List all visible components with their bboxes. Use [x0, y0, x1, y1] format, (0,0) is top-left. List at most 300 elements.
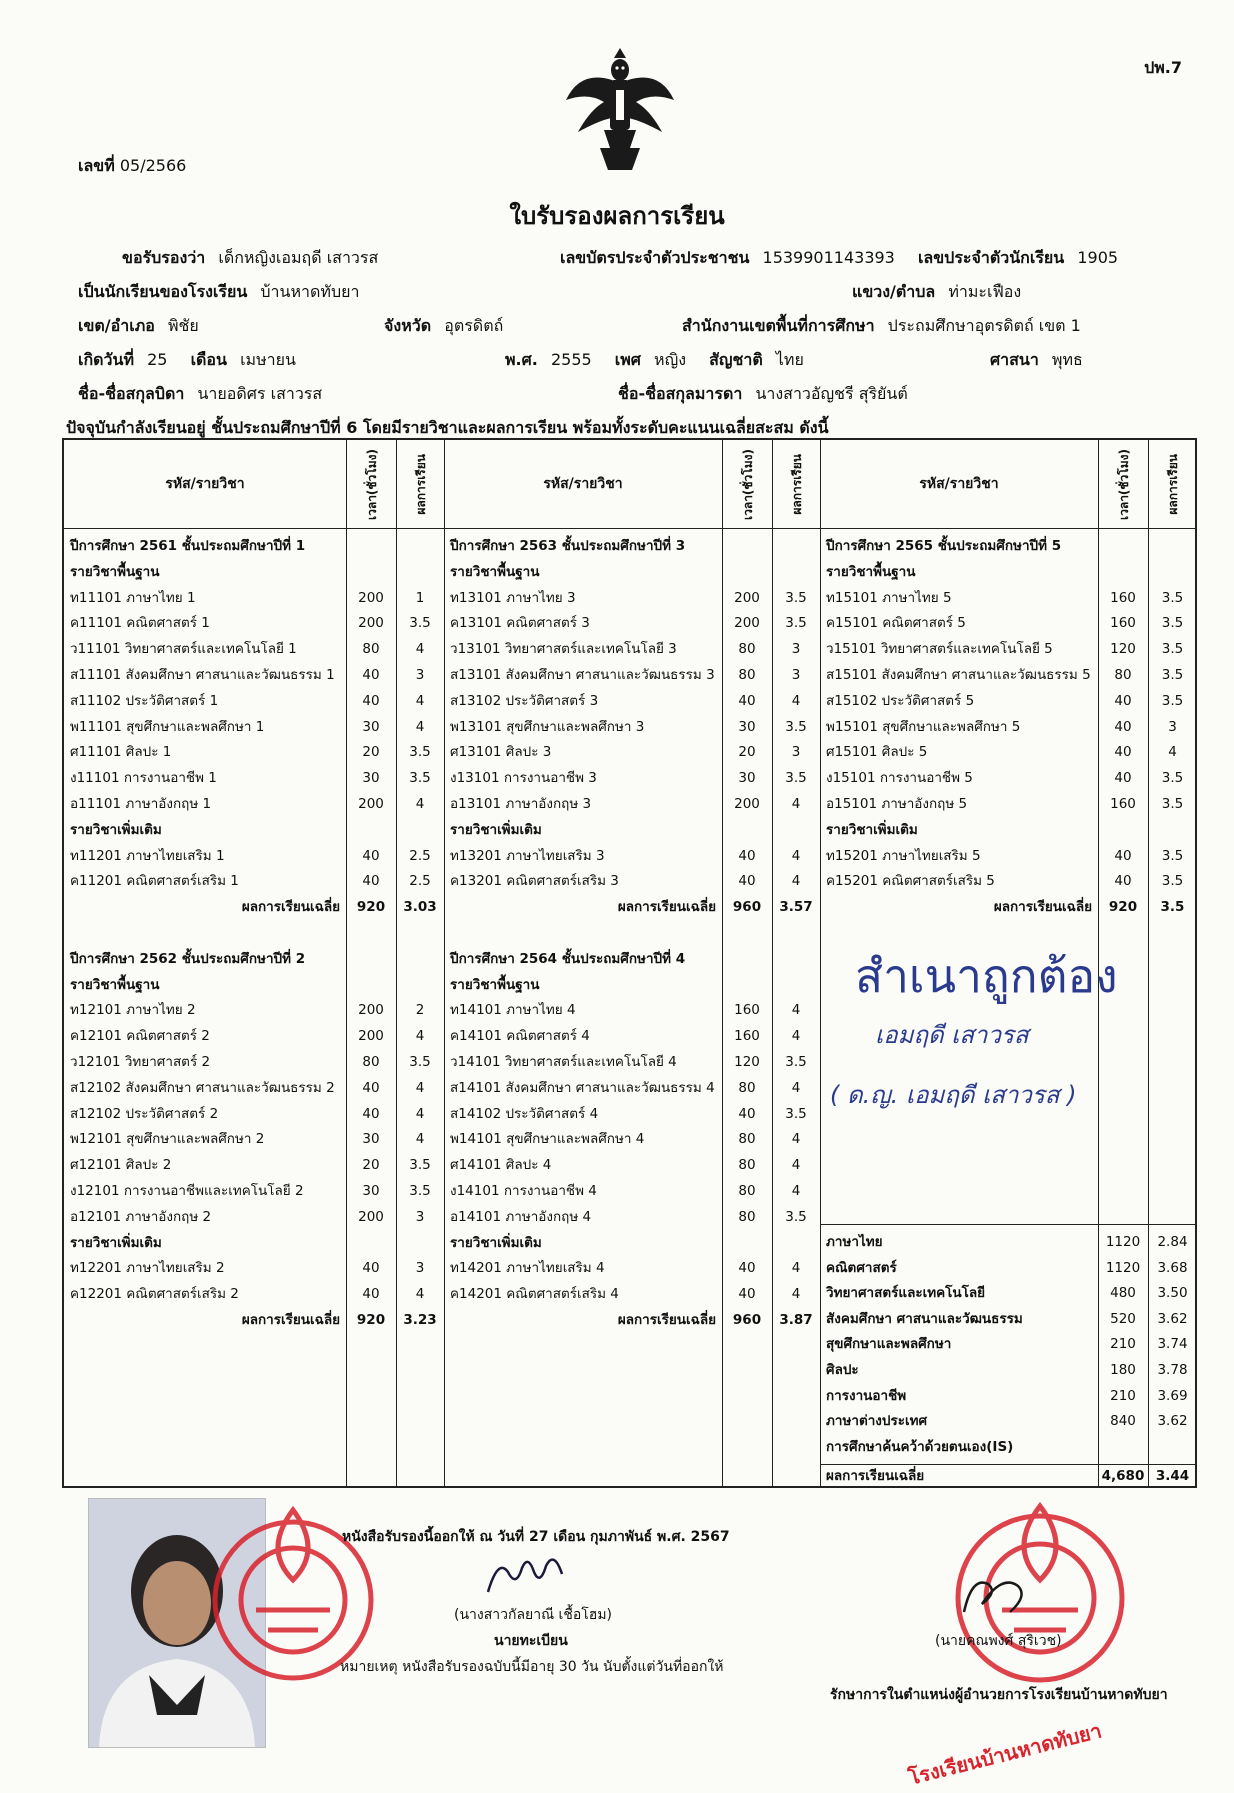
nationality-label: สัญชาติ: [709, 350, 763, 369]
subject-hours: 200: [358, 1028, 384, 1045]
subject-grade: [772, 560, 820, 585]
subject-grade: 3.5: [1161, 770, 1184, 787]
subject-name: ศ15101 ศิลปะ 5: [826, 744, 928, 761]
info-row-5: [78, 382, 322, 407]
subject-grade: 4: [791, 796, 801, 812]
subject-hours: 200: [358, 615, 384, 632]
subject-hours: 40: [1114, 770, 1132, 787]
student-name: เด็กหญิงเอมฤดี เสาวรส: [218, 248, 379, 267]
subject-grade: 3.5: [1161, 847, 1184, 864]
header-hours-2: [722, 440, 772, 528]
info-row-1: [122, 246, 396, 271]
subject-name: อ13101 ภาษาอังกฤษ 3: [450, 796, 592, 812]
religion-label: ศาสนา: [990, 350, 1039, 369]
subject-group-hours: 1120: [1105, 1259, 1141, 1276]
subject-name: ท11201 ภาษาไทยเสริม 1: [70, 847, 225, 864]
info-row-5b: [618, 382, 908, 407]
subject-name: ว13101 วิทยาศาสตร์และเทคโนโลยี 3: [450, 641, 677, 658]
subject-hours: 80: [738, 1208, 756, 1225]
subject-grade: 4: [415, 1028, 425, 1045]
grand-average-label: ผลการเรียนเฉลี่ย: [826, 1468, 925, 1484]
header-grade-1-text: ผลการเรียน: [413, 453, 428, 515]
average-grade: 3.87: [779, 1312, 813, 1328]
subject-name: อ11101 ภาษาอังกฤษ 1: [70, 796, 212, 812]
subject-name: ศ11101 ศิลปะ 1: [70, 744, 172, 761]
subject-grade: 2: [415, 1002, 425, 1019]
subject-hours: 20: [362, 744, 380, 761]
subject-grade: 3: [1168, 718, 1177, 735]
subject-hours: 40: [362, 667, 380, 683]
id-label: เลขบัตรประจำตัวประชาชน: [560, 248, 750, 267]
section-heading: รายวิชาเพิ่มเติม: [826, 821, 918, 838]
subject-hours: 30: [738, 718, 756, 735]
info-row-3: [78, 314, 199, 339]
subject-name: ง11101 การงานอาชีพ 1: [70, 770, 217, 787]
subject-hours: 40: [1114, 873, 1132, 890]
header-hours-1-text: เวลา(ชั่วโมง): [364, 448, 379, 520]
subject-grade: 4: [791, 847, 801, 864]
subject-hours: [722, 973, 772, 998]
province-value: อุตรดิตถ์: [444, 316, 504, 335]
subject-hours: 40: [1114, 847, 1132, 864]
header-grade-2-text: ผลการเรียน: [789, 453, 804, 515]
section-heading: ปีการศึกษา 2563 ชั้นประถมศึกษาปีที่ 3: [450, 538, 686, 554]
subject-name: ค11101 คณิตศาสตร์ 1: [70, 615, 210, 632]
subject-group-hours: 180: [1110, 1362, 1136, 1378]
subject-name: ส14102 ประวัติศาสตร์ 4: [450, 1105, 599, 1122]
subject-grade: [396, 534, 444, 559]
enrollment-summary: ปัจจุบันกำลังเรียนอยู่ ชั้นประถมศึกษาปีที่ 6 โดยมีรายวิชาและผลการเรียน พร้อมทั้งระดับคะแนนเฉลี่ยสะสม ดังนี้: [66, 418, 829, 437]
subject-grade: [396, 947, 444, 972]
subject-group-grade: 3.74: [1157, 1336, 1188, 1353]
subject-grade: 3.5: [785, 718, 807, 735]
subject-grade: 4: [791, 1131, 801, 1148]
section-heading: รายวิชาพื้นฐาน: [450, 563, 540, 580]
month-label: เดือน: [190, 350, 227, 369]
subject-grade: 3.5: [785, 1054, 807, 1070]
subject-name: ท14201 ภาษาไทยเสริม 4: [450, 1260, 605, 1277]
subject-hours: 200: [358, 1002, 384, 1019]
subject-name: ว12101 วิทยาศาสตร์ 2: [70, 1054, 211, 1070]
subject-hours: 30: [362, 718, 380, 735]
subject-hours: 20: [362, 1157, 380, 1174]
subject-hours: 200: [358, 1208, 384, 1225]
section-heading: รายวิชาพื้นฐาน: [70, 976, 160, 993]
header-subject-1: รหัส/รายวิชา: [165, 476, 245, 492]
header-grade-3: [1148, 440, 1197, 528]
subdistrict-value: ท่ามะเฟือง: [948, 282, 1022, 301]
subject-grade: 4: [415, 796, 425, 812]
subject-grade: 3.5: [409, 744, 431, 761]
subject-grade: [1148, 560, 1197, 585]
subject-grade: 3.5: [1161, 692, 1184, 709]
subject-name: ท15101 ภาษาไทย 5: [826, 589, 952, 606]
school-seal-left-icon: [198, 1490, 388, 1720]
subject-hours: 40: [362, 1105, 380, 1122]
id-value: 1539901143393: [762, 248, 895, 267]
school-label: เป็นนักเรียนของโรงเรียน: [78, 282, 248, 301]
mother-value: นางสาวอัญชรี สุริยันต์: [755, 384, 908, 403]
mother-label: ชื่อ-ชื่อสกุลมารดา: [618, 384, 743, 403]
average-label: ผลการเรียนเฉลี่ย: [241, 899, 340, 916]
header-hours-3-text: เวลา(ชั่วโมง): [1116, 448, 1131, 520]
subject-hours: 200: [734, 615, 760, 632]
subject-name: ท13201 ภาษาไทยเสริม 3: [450, 847, 605, 864]
subject-grade: 4: [791, 1183, 801, 1199]
subject-name: ค12201 คณิตศาสตร์เสริม 2: [70, 1286, 239, 1303]
subject-group-name: คณิตศาสตร์: [826, 1259, 897, 1276]
subject-name: ศ14101 ศิลปะ 4: [450, 1157, 552, 1174]
document-title: ใบรับรองผลการเรียน: [509, 202, 725, 230]
subject-grade: 4: [791, 1028, 801, 1045]
subject-hours: 40: [738, 1260, 756, 1277]
total-hours: 920: [1108, 899, 1138, 916]
subject-group-grade: 3.68: [1157, 1259, 1188, 1276]
subject-grade: 3: [791, 744, 801, 761]
subject-name: ว14101 วิทยาศาสตร์และเทคโนโลยี 4: [450, 1054, 677, 1070]
subject-grade: 4: [415, 1286, 425, 1303]
student-no-label: เลขประจำตัวนักเรียน: [917, 248, 1065, 267]
subject-grade: 4: [791, 1079, 801, 1096]
subject-name: พ14101 สุขศึกษาและพลศึกษา 4: [450, 1131, 645, 1148]
average-grade: 3.5: [1160, 899, 1185, 916]
document-number-label: เลขที่: [78, 156, 115, 175]
subject-group-name: วิทยาศาสตร์และเทคโนโลยี: [826, 1285, 986, 1302]
subject-grade: [396, 921, 444, 946]
subject-group-grade: 3.62: [1157, 1413, 1188, 1430]
born-day: 25: [147, 350, 168, 369]
subject-group-name: การงานอาชีพ: [826, 1387, 907, 1404]
subject-name: [450, 921, 716, 946]
subject-name: ศ13101 ศิลปะ 3: [450, 744, 552, 761]
total-hours: 920: [356, 899, 386, 916]
subject-name: ง12101 การงานอาชีพและเทคโนโลยี 2: [70, 1183, 304, 1199]
sex-value: หญิง: [654, 350, 687, 369]
section-heading: รายวิชาเพิ่มเติม: [70, 1234, 162, 1251]
subject-grade: 4: [415, 1131, 425, 1148]
father-label: ชื่อ-ชื่อสกุลบิดา: [78, 384, 185, 403]
subject-grade: [772, 921, 820, 946]
grand-total-hours: 4,680: [1101, 1468, 1145, 1484]
director-signature-icon: [950, 1568, 1050, 1628]
subject-name: ค13101 คณิตศาสตร์ 3: [450, 615, 590, 632]
subject-hours: [346, 973, 396, 998]
subject-grade: 4: [791, 1002, 801, 1019]
subject-name: พ11101 สุขศึกษาและพลศึกษา 1: [70, 718, 265, 735]
subject-grade: 4: [791, 692, 801, 709]
subject-name: ท14101 ภาษาไทย 4: [450, 1002, 576, 1019]
section-heading: รายวิชาเพิ่มเติม: [450, 1234, 542, 1251]
registrar-name: (นางสาวกัลยาณี เชื้อโฮม): [454, 1607, 613, 1623]
subject-hours: [722, 947, 772, 972]
office-value: ประถมศึกษาอุตรดิตถ์ เขต 1: [887, 316, 1081, 335]
subject-hours: [722, 921, 772, 946]
subject-name: [70, 921, 340, 946]
subject-group-hours: 480: [1110, 1285, 1136, 1302]
subject-group-grade: 2.84: [1157, 1234, 1188, 1250]
registrar-title: นายทะเบียน: [494, 1633, 568, 1649]
subject-name: ว15101 วิทยาศาสตร์และเทคโนโลยี 5: [826, 641, 1053, 658]
subject-name: ค14201 คณิตศาสตร์เสริม 4: [450, 1286, 619, 1303]
handwritten-signature-name: เอมฤดี เสาวรส: [875, 1021, 1029, 1049]
subject-hours: [346, 560, 396, 585]
subject-name: ท11101 ภาษาไทย 1: [70, 589, 196, 606]
subject-hours: 80: [738, 1183, 756, 1199]
subject-hours: 160: [1110, 796, 1136, 812]
subject-group-hours: 210: [1110, 1387, 1136, 1404]
info-row-1b: [560, 246, 1118, 271]
header-grade-1: [396, 440, 444, 528]
subject-hours: 160: [1110, 589, 1136, 606]
subject-grade: 4: [415, 1105, 425, 1122]
province-label: จังหวัด: [384, 316, 432, 335]
subject-name: ส14101 สังคมศึกษา ศาสนาและวัฒนธรรม 4: [450, 1079, 715, 1096]
subject-name: พ12101 สุขศึกษาและพลศึกษา 2: [70, 1131, 265, 1148]
document-number: [78, 154, 186, 179]
subject-hours: [1098, 560, 1148, 585]
subject-grade: 4: [791, 1157, 801, 1174]
month-value: เมษายน: [240, 350, 296, 369]
subject-grade: 3.5: [785, 1105, 807, 1122]
subject-group-name: สุขศึกษาและพลศึกษา: [826, 1336, 952, 1353]
subject-name: ค14101 คณิตศาสตร์ 4: [450, 1028, 590, 1045]
subject-hours: 200: [358, 796, 384, 812]
subject-hours: 30: [362, 1131, 380, 1148]
subject-grade: 4: [415, 692, 425, 709]
average-grade: 3.57: [779, 899, 813, 916]
year-label: พ.ศ.: [505, 350, 538, 369]
subject-hours: 30: [362, 770, 380, 787]
subject-grade: 4: [1168, 744, 1177, 761]
total-hours: 960: [732, 899, 762, 916]
subject-grade: 1: [415, 589, 425, 606]
subject-hours: 40: [362, 873, 380, 890]
subject-hours: [722, 560, 772, 585]
certified-copy-stamp: สำเนาถูกต้อง: [855, 949, 1118, 1003]
header-subject-3: รหัส/รายวิชา: [919, 476, 999, 492]
subject-grade: 3.5: [409, 615, 431, 632]
info-row-2b: [852, 280, 1021, 305]
subject-name: อ12101 ภาษาอังกฤษ 2: [70, 1208, 212, 1225]
average-label: ผลการเรียนเฉลี่ย: [241, 1312, 340, 1328]
subject-grade: 3.5: [409, 1054, 431, 1070]
subject-grade: 3.5: [409, 1183, 431, 1199]
certify-label: ขอรับรองว่า: [122, 248, 206, 267]
subject-grade: 4: [791, 1286, 801, 1303]
subject-group-name: ภาษาต่างประเทศ: [826, 1413, 928, 1430]
subject-name: พ13101 สุขศึกษาและพลศึกษา 3: [450, 718, 645, 735]
average-grade: 3.03: [403, 899, 437, 916]
subject-name: ท12201 ภาษาไทยเสริม 2: [70, 1260, 225, 1277]
subject-hours: 200: [734, 589, 760, 606]
office-label: สำนักงานเขตพื้นที่การศึกษา: [682, 316, 875, 335]
section-heading: รายวิชาพื้นฐาน: [450, 976, 540, 993]
average-label: ผลการเรียนเฉลี่ย: [617, 899, 716, 916]
subject-name: ส15101 สังคมศึกษา ศาสนาและวัฒนธรรม 5: [826, 667, 1091, 683]
subject-hours: 40: [738, 1286, 756, 1303]
director-name: (นายคณพงศ์ สุริเวช): [935, 1633, 1062, 1649]
subject-name: ค13201 คณิตศาสตร์เสริม 3: [450, 873, 619, 890]
info-row-2: [78, 280, 377, 305]
subject-hours: 20: [738, 744, 756, 761]
subject-name: ท15201 ภาษาไทยเสริม 5: [826, 847, 981, 864]
subject-group-grade: [1148, 1435, 1197, 1460]
subject-hours: 40: [738, 1105, 756, 1122]
subject-grade: 3.5: [409, 770, 431, 787]
subject-grade: 2.5: [409, 873, 431, 890]
subject-hours: 40: [362, 1286, 380, 1303]
table-divider: [444, 440, 445, 1486]
subject-hours: [346, 818, 396, 843]
subject-grade: [772, 973, 820, 998]
subject-group-name: สังคมศึกษา ศาสนาและวัฒนธรรม: [826, 1310, 1023, 1327]
section-heading: ปีการศึกษา 2562 ชั้นประถมศึกษาปีที่ 2: [70, 950, 306, 967]
subject-name: ค15201 คณิตศาสตร์เสริม 5: [826, 873, 995, 890]
subject-group-grade: 3.69: [1157, 1387, 1188, 1404]
total-hours: 920: [356, 1312, 386, 1328]
subject-grade: [772, 534, 820, 559]
district-label: เขต/อำเภอ: [78, 316, 155, 335]
subject-hours: [346, 921, 396, 946]
subject-grade: [772, 1231, 820, 1256]
registrar-signature-icon: [480, 1552, 580, 1602]
subject-grade: [772, 818, 820, 843]
info-row-3c: [682, 314, 1081, 339]
subject-hours: 160: [1110, 615, 1136, 632]
subject-hours: 160: [734, 1002, 760, 1019]
average-label: ผลการเรียนเฉลี่ย: [993, 899, 1092, 916]
born-label: เกิดวันที่: [78, 350, 135, 369]
subject-grade: 4: [415, 641, 425, 658]
subject-grade: [396, 973, 444, 998]
subject-grade: 4: [415, 718, 425, 735]
subject-hours: 40: [738, 847, 756, 864]
year-value: 2555: [550, 350, 592, 369]
validity-note: หมายเหตุ หนังสือรับรองฉบับนี้มีอายุ 30 วัน นับตั้งแต่วันที่ออกให้: [340, 1659, 724, 1675]
subject-hours: [722, 818, 772, 843]
subject-grade: [772, 947, 820, 972]
subject-grade: 3.5: [1161, 641, 1184, 658]
subject-hours: [722, 534, 772, 559]
subject-grade: 4: [791, 1260, 801, 1277]
subject-group-hours: 520: [1110, 1310, 1136, 1327]
subject-grade: 3.5: [785, 770, 807, 787]
subject-hours: 40: [738, 692, 756, 709]
subject-name: ส13101 สังคมศึกษา ศาสนาและวัฒนธรรม 3: [450, 667, 715, 683]
section-heading: ปีการศึกษา 2561 ชั้นประถมศึกษาปีที่ 1: [70, 538, 306, 554]
subject-group-grade: 3.78: [1157, 1362, 1188, 1378]
subject-group-name: ศิลปะ: [826, 1362, 859, 1378]
subject-group-grade: 3.62: [1157, 1310, 1188, 1327]
subject-hours: [1098, 818, 1148, 843]
handwritten-full-name: ( ด.ญ. เอมฤดี เสาวรส ): [830, 1081, 1077, 1109]
subject-grade: 3.5: [1161, 667, 1184, 683]
header-subject-2: รหัส/รายวิชา: [543, 476, 623, 492]
section-heading: รายวิชาเพิ่มเติม: [450, 821, 542, 838]
subject-grade: 3: [415, 667, 425, 683]
subject-group-hours: 840: [1110, 1413, 1136, 1430]
subject-hours: 80: [1114, 667, 1132, 683]
subject-name: พ15101 สุขศึกษาและพลศึกษา 5: [826, 718, 1021, 735]
subject-hours: 40: [362, 847, 380, 864]
subject-grade: 3: [791, 641, 801, 658]
subject-name: ส15102 ประวัติศาสตร์ 5: [826, 692, 975, 709]
subject-hours: 40: [362, 1079, 380, 1096]
subject-grade: 3.5: [785, 1208, 807, 1225]
subject-hours: 40: [1114, 744, 1132, 761]
subject-grade: 3.5: [1161, 589, 1184, 606]
sex-label: เพศ: [614, 350, 641, 369]
subject-grade: 3.5: [785, 589, 807, 606]
subject-grade: [396, 560, 444, 585]
subject-group-name: ภาษาไทย: [826, 1234, 883, 1250]
section-heading: รายวิชาเพิ่มเติม: [70, 821, 162, 838]
subject-grade: 4: [415, 1079, 425, 1096]
subject-hours: 30: [362, 1183, 380, 1199]
info-row-3b: [384, 314, 503, 339]
director-title: รักษาการในตำแหน่งผู้อำนวยการโรงเรียนบ้านหาดทับยา: [830, 1687, 1168, 1703]
subject-name: ง13101 การงานอาชีพ 3: [450, 770, 597, 787]
subject-hours: [346, 1231, 396, 1256]
document-number-value: 05/2566: [119, 156, 187, 175]
subject-hours: 120: [1110, 641, 1136, 658]
subject-hours: 80: [362, 641, 380, 658]
subject-grade: [396, 1231, 444, 1256]
subject-hours: 80: [738, 641, 756, 658]
subject-group-hours: 1120: [1105, 1234, 1141, 1250]
subject-name: ท13101 ภาษาไทย 3: [450, 589, 576, 606]
subject-name: ส12102 สังคมศึกษา ศาสนาและวัฒนธรรม 2: [70, 1079, 335, 1096]
subject-hours: 80: [362, 1054, 380, 1070]
subject-hours: [346, 947, 396, 972]
garuda-emblem-icon: [560, 40, 680, 180]
subject-hours: 80: [738, 1157, 756, 1174]
subject-name: ค11201 คณิตศาสตร์เสริม 1: [70, 873, 239, 890]
subject-name: ศ12101 ศิลปะ 2: [70, 1157, 172, 1174]
subject-group-name: การศึกษาค้นคว้าด้วยตนเอง(IS): [826, 1438, 1014, 1455]
subject-grade: 3.5: [1161, 796, 1184, 812]
header-grade-2: [772, 440, 820, 528]
info-row-4b: [505, 348, 804, 373]
father-value: นายอดิศร เสาวรส: [197, 384, 323, 403]
subject-name: ง15101 การงานอาชีพ 5: [826, 770, 973, 787]
subject-grade: 3.5: [1161, 873, 1184, 890]
subject-grade: 3.5: [1161, 615, 1184, 632]
subject-hours: 40: [1114, 718, 1132, 735]
average-grade: 3.23: [403, 1312, 437, 1328]
info-row-4: [78, 348, 296, 373]
subject-name: ส11101 สังคมศึกษา ศาสนาและวัฒนธรรม 1: [70, 667, 335, 683]
header-grade-3-text: ผลการเรียน: [1166, 453, 1180, 515]
table-divider: [820, 440, 821, 1486]
subject-hours: 30: [738, 770, 756, 787]
section-heading: รายวิชาพื้นฐาน: [70, 563, 160, 580]
subject-hours: 40: [1114, 692, 1132, 709]
subject-grade: [396, 818, 444, 843]
subject-name: อ14101 ภาษาอังกฤษ 4: [450, 1208, 592, 1225]
subject-name: ส11102 ประวัติศาสตร์ 1: [70, 692, 219, 709]
subject-grade: [1148, 818, 1197, 843]
issued-date: หนังสือรับรองนี้ออกให้ ณ วันที่ 27 เดือน กุมภาพันธ์ พ.ศ. 2567: [342, 1529, 730, 1545]
subject-grade: 3: [415, 1260, 425, 1277]
total-hours: 960: [732, 1312, 762, 1328]
grand-average-grade: 3.44: [1155, 1468, 1190, 1484]
subject-grade: 3.5: [409, 1157, 431, 1174]
nationality-value: ไทย: [775, 350, 804, 369]
district-value: พิชัย: [167, 316, 199, 335]
subject-grade: 3.5: [785, 615, 807, 632]
subject-hours: 200: [734, 796, 760, 812]
